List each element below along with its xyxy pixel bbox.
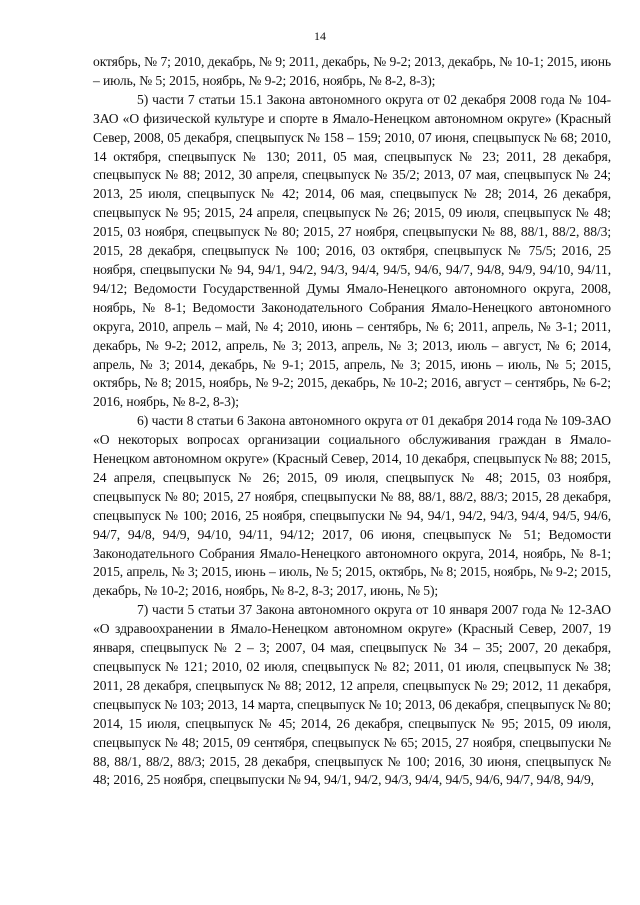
page-number: 14 — [314, 29, 326, 43]
paragraph-continuation: октябрь, № 7; 2010, декабрь, № 9; 2011, декабрь, № 9-2; 2013, декабрь, № 10-1; 2015, июнь – июль, № 5; 2015, ноябрь, № 9-2; 2016, ноябрь, № 8-2, 8-3); — [93, 54, 611, 88]
paragraph-item-5: 5) части 7 статьи 15.1 Закона автономного округа от 02 декабря 2008 года № 104-ЗАО «О физической культуре и спорте в Ямало-Ненецком автономном округе» (Красный Север, 2008, 05 декабря, спецвыпуск № 158 – 159; 2010, 07 июня, спецвыпуск № 68; 2010, 14 октября, спецвыпуск № 130; 2011, 05 мая, спецвыпуск № 23; 2011, 28 декабря, спецвыпуск № 88; 2012, 30 апреля, спецвыпуск № 35/2; 2013, 07 мая, спецвыпуск № 24; 2013, 25 июля, спецвыпуск № 42; 2014, 06 мая, спецвыпуск № 28; 2014, 26 декабря, спецвыпуск № 95; 2015, 24 апреля, спецвыпуск № 26; 2015, 09 июля, спецвыпуск № 48; 2015, 03 ноября, спецвыпуск № 80; 2015, 27 ноября, спецвыпуски № 88, 88/1, 88/2, 88/3; 2015, 28 декабря, спецвыпуск № 100; 2016, 03 октября, спецвыпуск № 75/5; 2016, 25 ноября, спецвыпуски № 94, 94/1, 94/2, 94/3, 94/4, 94/5, 94/6, 94/7, 94/8, 94/9, 94/10, 94/11, 94/12; Ведомости Государственной Думы Ямало-Ненецкого автономного округа, 2008, ноябрь, № 8-1; Ведомости Законодательного Собрания Ямало-Ненецкого автономного округа, 2010, апрель – май, № 4; 2010, июнь – сентябрь, № 6; 2011, апрель, № 3-1; 2011, декабрь, № 9-2; 2012, апрель, № 3; 2013, апрель, № 3; 2013, июль – август, № 6; 2014, апрель, № 3; 2014, декабрь, № 9-1; 2015, апрель, № 3; 2015, июнь – июль, № 5; 2015, октябрь, № 8; 2015, ноябрь, № 9-2; 2015, декабрь, № 10-2; 2016, август – сентябрь, № 6-2; 2016, ноябрь, № 8-2, 8-3); — [93, 91, 611, 410]
paragraph-item-6: 6) части 8 статьи 6 Закона автономного округа от 01 декабря 2014 года № 109-ЗАО «О некоторых вопросах организации социального обслуживания граждан в Ямало-Ненецком автономном округе» (Красный Север, 2014, 10 декабря, спецвыпуск № 88; 2015, 24 апреля, спецвыпуск № 26; 2015, 09 июля, спецвыпуск № 48; 2015, 03 ноября, спецвыпуск № 80; 2015, 27 ноября, спецвыпуски № 88, 88/1, 88/2, 88/3; 2015, 28 декабря, спецвыпуск № 100; 2016, 25 ноября, спецвыпуски № 94, 94/1, 94/2, 94/3, 94/4, 94/5, 94/6, 94/7, 94/8, 94/9, 94/10, 94/11, 94/12; 2017, 06 июня, спецвыпуск № 51; Ведомости Законодательного Собрания Ямало-Ненецкого автономного округа, 2014, ноябрь, № 8-1; 2015, апрель, № 3; 2015, июнь – июль, № 5; 2015, октябрь, № 8; 2015, ноябрь, № 9-2; 2015, декабрь, № 10-2; 2016, ноябрь, № 8-2, 8-3; 2017, июнь, № 5); — [93, 413, 611, 599]
document-body — [93, 53, 611, 790]
paragraph-item-7: 7) части 5 статьи 37 Закона автономного округа от 10 января 2007 года № 12-ЗАО «О здравоохранении в Ямало-Ненецком автономном округе» (Красный Север, 2007, 19 января, спецвыпуск № 2 – 3; 2007, 04 мая, спецвыпуск № 34 – 35; 2007, 20 декабря, спецвыпуск № 121; 2010, 02 июля, спецвыпуск № 82; 2011, 01 июля, спецвыпуск № 38; 2011, 28 декабря, спецвыпуск № 88; 2012, 12 апреля, спецвыпуск № 29; 2012, 11 декабря, спецвыпуск № 103; 2013, 14 марта, спецвыпуск № 10; 2013, 06 декабря, спецвыпуск № 80; 2014, 15 июля, спецвыпуск № 45; 2014, 26 декабря, спецвыпуск № 95; 2015, 09 июля, спецвыпуск № 48; 2015, 09 сентября, спецвыпуск № 65; 2015, 27 ноября, спецвыпуски № 88, 88/1, 88/2, 88/3; 2015, 28 декабря, спецвыпуск № 100; 2016, 30 июня, спецвыпуск № 48; 2016, 25 ноября, спецвыпуски № 94, 94/1, 94/2, 94/3, 94/4, 94/5, 94/6, 94/7, 94/8, 94/9, — [93, 602, 611, 788]
